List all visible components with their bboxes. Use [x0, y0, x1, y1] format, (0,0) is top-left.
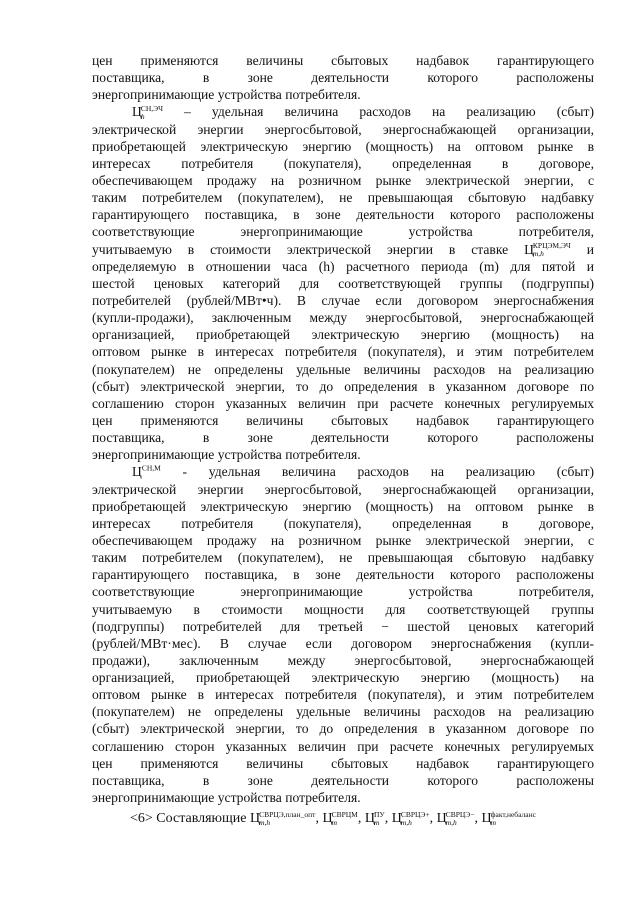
- formula-symbol: Ц ПУ m: [364, 809, 385, 827]
- text-line: таким потребителем (покупателем), не превышающая сбытовую надбавку: [92, 550, 594, 566]
- text-line: оптовом рынке в интересах потребителя (покупателя), и этим потребителем: [92, 344, 594, 360]
- footnote-line: <6> Составляющие Ц СВРЦЭ,план_опт m,h , Ц СВРЦМ m , Ц ПУ m , Ц СВРЦЭ+ m,h , Ц СВРЦЭ− m,h , Ц факт,небаланс m: [130, 809, 536, 827]
- definition-line: $Ц^{СН,М}$ - удельная величина расходов на реализацию (сбыт): [132, 463, 594, 480]
- text-line: обеспечивающем продажу на розничном рынке электрической энергии, с: [92, 172, 594, 188]
- text-line: цен применяются величины сбытовых надбавок гарантирующего: [92, 755, 594, 771]
- text-line: (подгруппы) потребителей для третьей − шестой ценовых категорий: [92, 618, 594, 634]
- text-line: оптовом рынке в интересах потребителя (покупателя), и этим потребителем: [92, 687, 594, 703]
- text-line: (покупателем) не определены удельные величины расходов на реализацию: [92, 704, 594, 720]
- paragraph-block-1: [92, 52, 594, 103]
- text-line: электрической энергии энергосбытовой, энергоснабжающей организации,: [92, 481, 594, 497]
- text-line: гарантирующего поставщика, в зоне деятельности которого расположены: [92, 207, 594, 223]
- text-line: таким потребителем (покупателем), не превышающая сбытовую надбавку: [92, 190, 594, 206]
- text-line: организацией, приобретающей электрическую энергию (мощность) на: [92, 327, 594, 343]
- definition-line: Ц СН,ЭЧ h – удельная величина расходов на реализацию (сбыт): [132, 104, 594, 122]
- text-line: приобретающей электрическую энергию (мощность) на оптовом рынке в: [92, 138, 594, 154]
- text-line: (купли-продажи), заключенным между энергосбытовой, энергоснабжающей: [92, 310, 594, 326]
- text-line: гарантирующего поставщика, в зоне деятельности которого расположены: [92, 567, 594, 583]
- text-line: (рублей/МВт·мес). В случае если договором энергоснабжения (купли-: [92, 635, 594, 651]
- text-line: интересах потребителя (покупателя), определенная в договоре,: [92, 155, 594, 171]
- text-line: цен применяются величины сбытовых надбавок гарантирующего: [92, 412, 594, 428]
- formula-symbol: $Ц^{СН,М}$: [132, 463, 161, 480]
- text-line: энергопринимающие устройства потребителя.: [92, 790, 361, 806]
- formula-symbol: Ц СН,ЭЧ h: [132, 104, 163, 122]
- text-line: приобретающей электрическую энергию (мощность) на оптовом рынке в: [92, 498, 594, 514]
- paragraph-block-2: [92, 103, 594, 463]
- document-page: [92, 52, 594, 827]
- formula-symbol: Ц СВРЦЭ− m,h: [436, 809, 475, 827]
- text-line: поставщика, в зоне деятельности которого расположены: [92, 70, 594, 86]
- text-line: интересах потребителя (покупателя), определенная в договоре,: [92, 515, 594, 531]
- formula-symbol: Ц СВРЦЭ+ m,h: [391, 809, 430, 827]
- paragraph-block-3: [92, 463, 594, 806]
- text-line: (покупателем) не определены удельные величины расходов на реализацию: [92, 361, 594, 377]
- text-line: соответствующие энергопринимающие устройства потребителя,: [92, 224, 594, 240]
- formula-symbol: Ц КРЦЭМ,ЭЧ m,h: [524, 241, 571, 259]
- text-line: цен применяются величины сбытовых надбавок гарантирующего: [92, 53, 594, 68]
- text-line: (сбыт) электрической энергии, то до определения в указанном договоре по: [92, 378, 594, 394]
- text-line: учитываемую в стоимости мощности для соответствующей группы: [92, 601, 594, 617]
- formula-symbol: Ц факт,небаланс m: [481, 809, 536, 827]
- text-line: продажи), заключенным между энергосбытовой, энергоснабжающей: [92, 652, 594, 668]
- text-line: соответствующие энергопринимающие устройства потребителя,: [92, 584, 594, 600]
- text-line: (сбыт) электрической энергии, то до определения в указанном договоре по: [92, 721, 594, 737]
- text-line: соглашению сторон указанных величин при расчете конечных регулируемых: [92, 738, 594, 754]
- text-line: электрической энергии энергосбытовой, энергоснабжающей организации,: [92, 121, 594, 137]
- text-line: поставщика, в зоне деятельности которого расположены: [92, 430, 594, 446]
- text-line: энергопринимающие устройства потребителя.: [92, 87, 361, 103]
- formula-symbol: Ц СВРЦЭ,план_опт m,h: [250, 809, 316, 827]
- text-line: поставщика, в зоне деятельности которого расположены: [92, 772, 594, 788]
- text-line: учитываемую в стоимости электрической энергии в ставке Ц КРЦЭМ,ЭЧ m,h и: [92, 241, 594, 259]
- text-line: обеспечивающем продажу на розничном рынке электрической энергии, с: [92, 532, 594, 548]
- text-line: организацией, приобретающей электрическую энергию (мощность) на: [92, 670, 594, 686]
- text-line: потребителей (рублей/МВт•ч). В случае если договором энергоснабжения: [92, 292, 594, 308]
- formula-symbol: Ц СВРЦМ m: [322, 809, 358, 827]
- text-line: соглашению сторон указанных величин при расчете конечных регулируемых: [92, 395, 594, 411]
- text-line: определяемую в отношении часа (h) расчетного периода (m) для пятой и: [92, 258, 594, 274]
- text-line: шестой ценовых категорий для соответствующей группы (подгруппы): [92, 275, 594, 291]
- text-line: энергопринимающие устройства потребителя.: [92, 447, 361, 463]
